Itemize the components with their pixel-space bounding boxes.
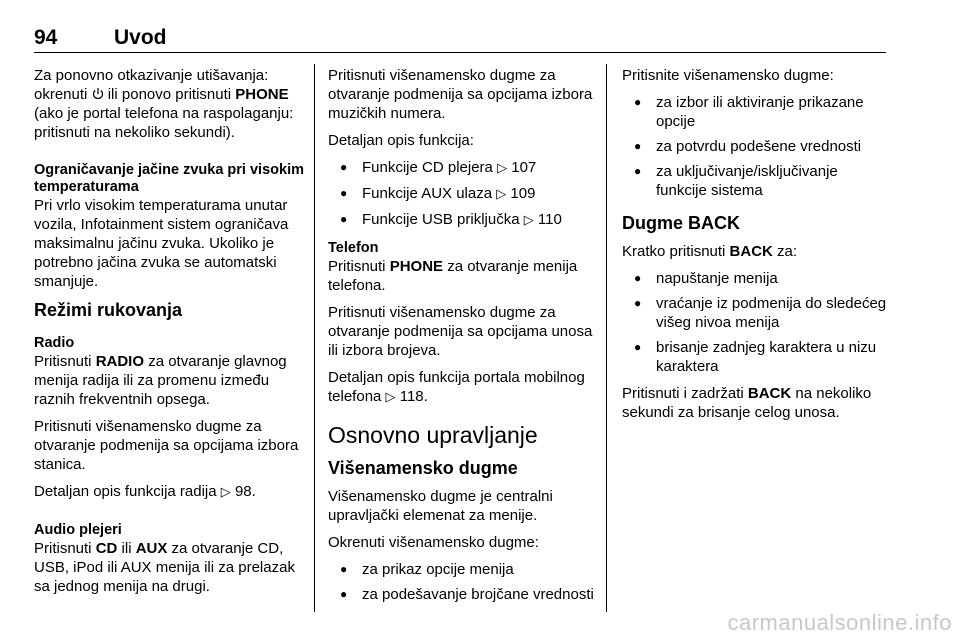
list-item: ● Funkcije USB priključka ▷ 110 <box>328 210 596 230</box>
reference-arrow-icon: ▷ <box>523 213 534 228</box>
list-item: ● za potvrdu podešene vrednosti <box>622 137 890 156</box>
phone-heading: Telefon <box>328 240 379 256</box>
list-item: ● za uključivanje/isključivanje funkcije sistema <box>622 162 890 200</box>
list-item: ● brisanje zadnjeg karaktera u nizu karaktera <box>622 338 890 376</box>
multifunction-knob-text: Višenamensko dugme je centralni upravljački elemenat za menije. <box>328 488 553 524</box>
cd-key: CD <box>95 540 118 557</box>
list-item: ● napuštanje menija <box>622 269 890 288</box>
turn-knob-label: Okrenuti višenamensko dugme: <box>328 534 539 551</box>
page-header <box>34 26 886 52</box>
list-item: ● Funkcije CD plejera ▷ 107 <box>328 158 596 178</box>
operating-modes-heading: Režimi rukovanja <box>34 300 183 320</box>
radio-heading: Radio <box>34 335 75 351</box>
music-submenu-text: Pritisnuti višenamensko dugme za otvaranje podmenija sa opcijama izbora muzičkih numera. <box>328 67 593 122</box>
press-knob-list <box>622 93 890 200</box>
list-item: ● Funkcije AUX ulaza ▷ 109 <box>328 184 596 204</box>
radio-key: RADIO <box>95 353 145 370</box>
radio-text: Pritisnuti RADIO za otvaranje glavnog menija radija ili za promenu između raznih frekventnih opsega. <box>34 353 287 408</box>
back-long-press-text: Pritisnuti i zadržati BACK na nekoliko sekundi za brisanje celog unosa. <box>622 385 872 421</box>
header-divider <box>34 52 886 53</box>
function-list <box>328 158 596 230</box>
phone-text: Pritisnuti PHONE za otvaranje menija telefona. <box>328 258 578 294</box>
watermark: carmanualsonline.info <box>727 610 952 635</box>
reference-arrow-icon: ▷ <box>496 187 507 202</box>
list-item: ● za podešavanje brojčane vrednosti <box>328 585 596 604</box>
list-item: ● za prikaz opcije menija <box>328 560 596 579</box>
page-number: 94 <box>34 26 58 49</box>
column-1 <box>34 66 306 604</box>
reference-arrow-icon: ▷ <box>497 161 508 176</box>
turn-knob-list <box>328 560 596 604</box>
mute-cancel-paragraph: Za ponovno otkazivanje utišavanja: okrenuti ili ponovo pritisnuti PHONE (ako je portal telefona na raspolaganju: pritisnuti na nekoliko sekundi). <box>34 67 294 141</box>
back-function-list <box>622 269 890 376</box>
back-key: BACK <box>729 243 773 260</box>
list-item: ● za izbor ili aktiviranje prikazane opcije <box>622 93 890 131</box>
basic-operation-heading: Osnovno upravljanje <box>328 422 538 448</box>
list-item: ● vraćanje iz podmenija do sledećeg višeg nivoa menija <box>622 294 890 332</box>
column-divider-1 <box>314 64 315 612</box>
audio-players-heading: Audio plejeri <box>34 522 122 538</box>
radio-reference: Detaljan opis funkcija radija ▷ 98. <box>34 483 256 500</box>
volume-limit-text: Pri vrlo visokim temperaturama unutar vozila, Infotainment sistem ograničava maksimalnu jačinu zvuka. Ukoliko je potrebno jačina zvuka se automatski smanjuje. <box>34 197 289 290</box>
phone-key: PHONE <box>235 86 289 103</box>
back-key: BACK <box>747 385 792 402</box>
back-button-heading: Dugme BACK <box>622 213 741 233</box>
phone-submenu-text: Pritisnuti višenamensko dugme za otvaranje podmenija sa opcijama unosa ili izbora brojeva. <box>328 304 593 359</box>
column-2 <box>328 66 596 612</box>
aux-key: AUX <box>135 540 168 557</box>
audio-players-text: Pritisnuti CD ili AUX za otvaranje CD, USB, iPod ili AUX menija ili za prelazak sa jednog menija na drugi. <box>34 540 295 595</box>
page-title: Uvod <box>114 26 167 49</box>
back-short-press-text: Kratko pritisnuti BACK za: <box>622 243 798 260</box>
press-knob-label: Pritisnite višenamensko dugme: <box>622 67 834 84</box>
power-icon <box>92 87 104 101</box>
reference-arrow-icon: ▷ <box>385 390 396 405</box>
multifunction-knob-heading: Višenamensko dugme <box>328 458 518 478</box>
reference-arrow-icon: ▷ <box>220 485 231 500</box>
phone-key: PHONE <box>389 258 444 275</box>
column-3 <box>622 66 890 430</box>
volume-limit-heading: Ograničavanje jačine zvuka pri visokim temperaturama <box>34 162 304 195</box>
phone-reference: Detaljan opis funkcija portala mobilnog telefona ▷ 118. <box>328 369 585 405</box>
radio-submenu-text: Pritisnuti višenamensko dugme za otvaranje podmenija sa opcijama izbora stanica. <box>34 418 299 473</box>
function-description-label: Detaljan opis funkcija: <box>328 132 474 149</box>
column-divider-2 <box>606 64 607 612</box>
